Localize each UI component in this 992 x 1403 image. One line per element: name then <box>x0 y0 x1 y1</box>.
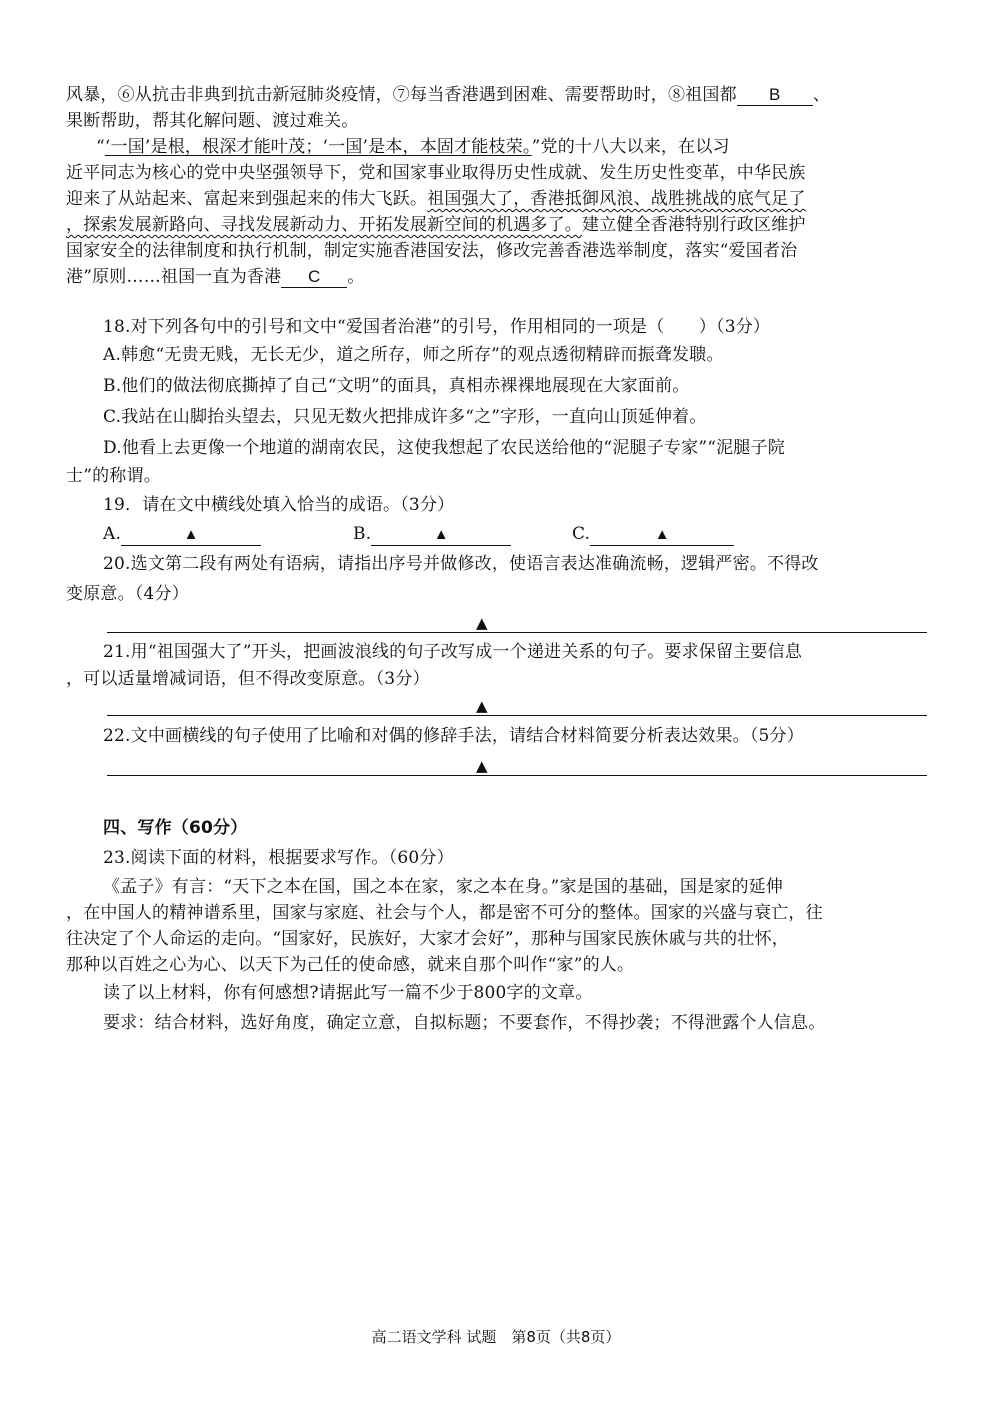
writing-requirements: 要求：结合材料，选好角度，确定立意，自拟标题；不要套作，不得抄袭；不得泄露个人信息。 <box>103 1013 826 1033</box>
q19-blank-c[interactable]: ▲ <box>590 525 734 546</box>
q19-answer-c <box>572 521 734 547</box>
q18-option-b: B.他们的做法彻底撕掉了自己“文明”的面具，真相赤裸裸地展现在大家面前。 <box>103 376 690 396</box>
q19-stem: 19．请在文中横线处填入恰当的成语。（3分） <box>103 495 455 515</box>
q20-answer-line[interactable] <box>107 632 927 633</box>
para2-open-quote: “ <box>96 137 105 157</box>
q19-blank-a[interactable]: ▲ <box>121 525 261 546</box>
q20-answer-mark: ▲ <box>476 614 488 632</box>
para2-line1-rest: ”党的十八大以来，在以习 <box>531 137 730 157</box>
q19-answer-b <box>353 521 511 547</box>
para2-line3 <box>66 186 806 212</box>
para1-line1 <box>66 82 830 108</box>
q19-label-c: C. <box>572 524 591 544</box>
para1-line1-text: 风暴，⑥从抗击非典到抗击新冠肺炎疫情，⑦每当香港遇到困难、需要帮助时，⑧祖国都 <box>66 85 737 105</box>
q18-stem: 18.对下列各句中的引号和文中“爱国者治港”的引号，作用相同的一项是（ ）（3分） <box>103 317 771 337</box>
q19-blank-b[interactable]: ▲ <box>371 525 511 546</box>
q22-answer-line[interactable] <box>107 775 927 776</box>
underlined-sentence: ‘一国’是根，根深才能叶茂；‘一国’是本，本固才能枝荣。 <box>104 137 532 157</box>
q23-stem: 23.阅读下面的材料，根据要求写作。（60分） <box>103 848 454 868</box>
para2-line4-rest: 建立健全香港特别行政区维护 <box>582 215 806 235</box>
para2-line1 <box>96 134 730 160</box>
q20-line2: 变原意。（4分） <box>66 584 189 604</box>
q22-line1: 22.文中画横线的句子使用了比喻和对偶的修辞手法，请结合材料简要分析表达效果。（5分） <box>103 726 804 746</box>
blank-b: B <box>737 85 813 106</box>
para2-line6-tail: 。 <box>347 267 365 287</box>
q21-answer-mark: ▲ <box>476 697 488 715</box>
q21-line1: 21.用“祖国强大了”开头，把画波浪线的句子改写成一个递进关系的句子。要求保留主要信息 <box>103 642 803 662</box>
para2-line3-plain: 迎来了从站起来、富起来到强起来的伟大飞跃。 <box>66 189 428 209</box>
q20-line1: 20.选文第二段有两处有语病，请指出序号并做修改，使语言表达准确流畅，逻辑严密。不得改 <box>103 554 819 574</box>
q19-label-a: A. <box>103 524 122 544</box>
section4-title: 四、写作（60分） <box>103 818 248 838</box>
wavy-sentence-part2: ，探索发展新路向、寻找发展新动力、开拓发展新空间的机遇多了。 <box>66 215 582 235</box>
q18-option-a: A.韩愈“无贵无贱，无长无少，道之所存，师之所存”的观点透彻精辟而振聋发聩。 <box>103 345 724 365</box>
q21-line2: ，可以适量增减词语，但不得改变原意。（3分） <box>66 669 430 689</box>
q18-option-d-line2: 士”的称谓。 <box>66 466 161 486</box>
para2-line4 <box>66 212 806 238</box>
material-line1: 《孟子》有言：“天下之本在国，国之本在家，家之本在身。”家是国的基础，国是家的延伸 <box>103 877 784 897</box>
para2-line6 <box>66 264 365 290</box>
material-line2: ，在中国人的精神谱系里，国家与家庭、社会与个人，都是密不可分的整体。国家的兴盛与衰亡，往 <box>66 903 823 923</box>
q18-option-d-line1: D.他看上去更像一个地道的湖南农民，这使我想起了农民送给他的“泥腿子专家”“泥腿子院 <box>103 438 785 458</box>
blank-c: C <box>281 267 347 288</box>
para2-line6-text: 港”原则……祖国一直为香港 <box>66 267 282 287</box>
writing-prompt: 读了以上材料，你有何感想?请据此写一篇不少于800字的文章。 <box>103 983 593 1003</box>
wavy-sentence-part1: 祖国强大了，香港抵御风浪、战胜挑战的底气足了 <box>427 189 806 209</box>
para1-line1-tail: 、 <box>812 85 831 105</box>
q18-option-c: C.我站在山脚抬头望去，只见无数火把排成许多“之”字形，一直向山顶延伸着。 <box>103 407 707 427</box>
page-footer: 高二语文学科 试题 第8页（共8页） <box>371 1328 621 1346</box>
material-line4: 那种以百姓之心为心、以天下为己任的使命感，就来自那个叫作“家”的人。 <box>66 955 635 975</box>
q21-answer-line[interactable] <box>107 715 927 716</box>
q19-answer-a <box>103 521 261 547</box>
para2-line5: 国家安全的法律制度和执行机制，制定实施香港国安法，修改完善香港选举制度，落实“爱国者治 <box>66 241 798 261</box>
q22-answer-mark: ▲ <box>476 757 488 775</box>
q19-label-b: B. <box>353 524 372 544</box>
material-line3: 往决定了个人命运的走向。“国家好，民族好，大家才会好”，那种与国家民族休戚与共的壮怀， <box>66 929 789 949</box>
para1-line2: 果断帮助，帮其化解问题、渡过难关。 <box>66 111 359 131</box>
para2-line2: 近平同志为核心的党中央坚强领导下，党和国家事业取得历史性成就、发生历史性变革，中华民族 <box>66 163 806 183</box>
